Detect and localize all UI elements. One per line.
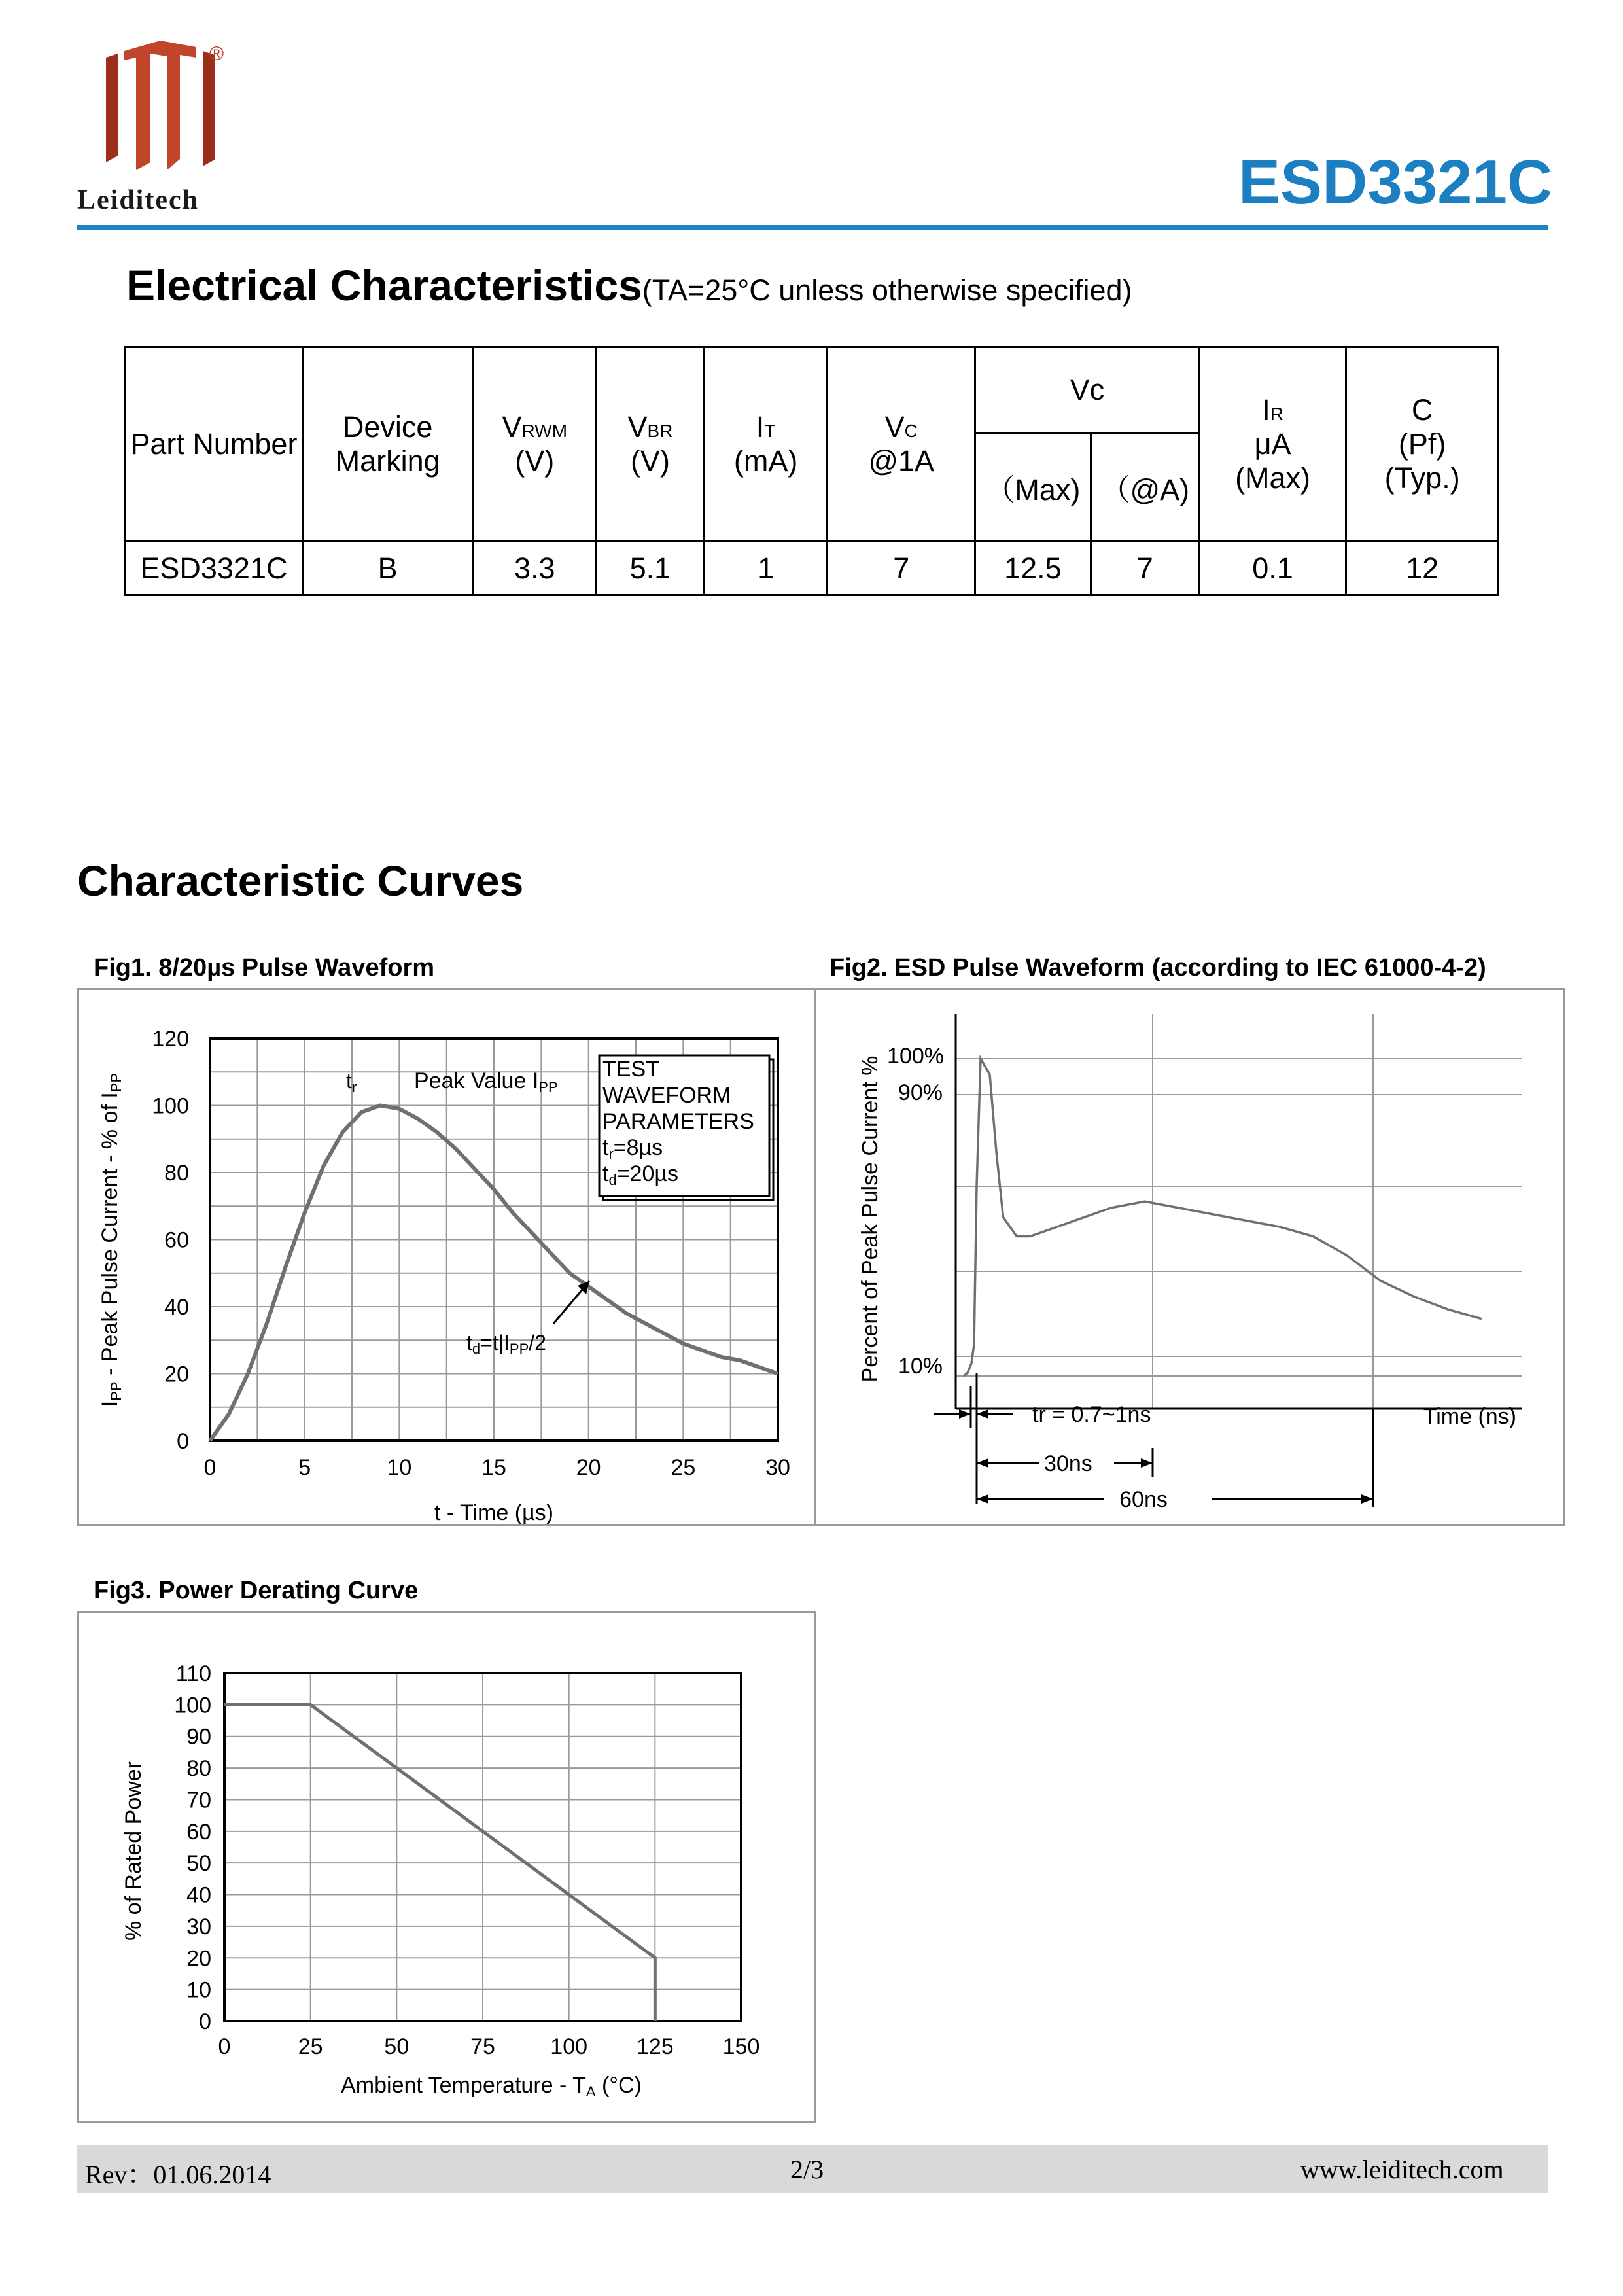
header-unit: (mA) <box>733 444 798 478</box>
electrical-table <box>124 346 1499 596</box>
fig1-peak-label: Peak Value IPP <box>414 1069 558 1095</box>
fig2-series-line <box>964 1059 1482 1376</box>
col-vc-1a <box>828 347 975 542</box>
col-vbr <box>597 347 705 542</box>
cell-c: 12 <box>1346 542 1499 595</box>
fig1-ytick: 120 <box>152 1027 189 1051</box>
header-sub: C <box>904 421 918 441</box>
footer-website[interactable]: www.leiditech.com <box>1300 2155 1504 2184</box>
header-label: V <box>627 410 648 444</box>
company-name: Leiditech <box>77 185 199 215</box>
fig1-td-label: td=t|IPP/2 <box>466 1331 546 1357</box>
header-label: Marking <box>335 444 440 478</box>
fig3-xtick: 25 <box>298 2034 323 2059</box>
fig3-ytick: 70 <box>186 1788 211 1813</box>
cell-vrwm: 3.3 <box>473 542 597 595</box>
fig3-ytick: 0 <box>199 2009 211 2034</box>
cell-marking: B <box>302 542 473 595</box>
table-row <box>126 542 1499 595</box>
col-ir <box>1199 347 1346 542</box>
fig3-panel <box>77 1611 816 2123</box>
fig2-arrowhead <box>1141 1458 1153 1468</box>
header-unit: (Pf) <box>1398 427 1446 461</box>
col-part-number <box>126 347 303 542</box>
fig3-xtick: 75 <box>470 2034 495 2059</box>
curves-heading: Characteristic Curves <box>77 857 524 905</box>
fig1-xtick: 30 <box>765 1455 790 1480</box>
header-label: I <box>1262 393 1270 427</box>
footer-page-number: 2/3 <box>790 2155 824 2184</box>
fig1-box-td: td=20µs <box>602 1161 678 1188</box>
footer-revision: Rev：01.06.2014 <box>85 2160 271 2189</box>
fig2-arrowhead <box>977 1494 988 1504</box>
fig2-ytick-90: 90% <box>898 1080 943 1105</box>
fig2-arrowhead <box>977 1458 988 1468</box>
header-label: I <box>756 410 765 444</box>
cell-vc-at: 7 <box>1091 542 1199 595</box>
fig1-panel <box>77 988 816 1526</box>
header-label: Vc <box>1070 373 1105 406</box>
header-label: （@A) <box>1100 473 1190 506</box>
fig2-ytick-100: 100% <box>887 1044 944 1069</box>
col-vc-at <box>1091 433 1199 542</box>
fig1-xtick: 10 <box>387 1455 412 1480</box>
fig1-box-line1: TEST <box>602 1057 659 1082</box>
cell-vbr: 5.1 <box>597 542 705 595</box>
cell-vc-max: 12.5 <box>975 542 1091 595</box>
fig1-xtick: 0 <box>203 1455 217 1480</box>
fig2-title: Fig2. ESD Pulse Waveform (according to IEC 61000-4-2) <box>829 954 1486 981</box>
fig1-tr-label: tr <box>346 1069 357 1095</box>
fig3-ytick: 100 <box>174 1693 211 1718</box>
header-unit: (Typ.) <box>1384 461 1460 495</box>
header-unit: (V) <box>630 444 670 478</box>
fig1-ytick: 100 <box>152 1093 189 1119</box>
fig1-box-line2: WAVEFORM <box>602 1083 731 1108</box>
fig1-ytick: 80 <box>164 1161 189 1186</box>
fig2-arrowhead <box>1361 1494 1373 1504</box>
fig3-xlabel: Ambient Temperature - TA (°C) <box>341 2073 642 2100</box>
fig3-chart <box>79 1613 814 2121</box>
fig2-60ns-label: 60ns <box>1119 1487 1168 1512</box>
fig1-box-tr: tr=8µs <box>602 1135 663 1162</box>
fig3-ytick: 60 <box>186 1819 211 1845</box>
fig2-xlabel: Time (ns) <box>1423 1404 1516 1429</box>
fig3-xtick: 150 <box>722 2034 760 2059</box>
fig1-chart <box>79 990 814 1524</box>
fig1-ytick: 0 <box>177 1429 189 1454</box>
fig3-xtick: 100 <box>550 2034 588 2059</box>
electrical-condition: (TA=25°C unless otherwise specified) <box>642 274 1132 307</box>
fig1-xlabel: t - Time (µs) <box>434 1500 554 1524</box>
fig3-title: Fig3. Power Derating Curve <box>94 1577 419 1604</box>
fig1-xtick: 20 <box>576 1455 601 1480</box>
fig3-ytick: 40 <box>186 1882 211 1908</box>
fig2-arrowhead <box>977 1409 988 1419</box>
fig2-panel <box>814 988 1565 1526</box>
header-label: Part Number <box>130 427 298 461</box>
fig3-xtick: 50 <box>384 2034 410 2059</box>
fig2-ytick-10: 10% <box>898 1354 943 1379</box>
header-label: （Max) <box>985 473 1081 506</box>
electrical-title: Electrical Characteristics <box>126 261 642 309</box>
fig1-title: Fig1. 8/20µs Pulse Waveform <box>94 954 435 981</box>
fig3-ytick: 10 <box>186 1977 211 2003</box>
header-unit: @1A <box>868 444 935 478</box>
header-unit: (Max) <box>1235 461 1311 495</box>
fig3-ytick: 30 <box>186 1914 211 1939</box>
fig3-ytick: 90 <box>186 1724 211 1750</box>
fig1-ytick: 60 <box>164 1227 189 1253</box>
cell-ir: 0.1 <box>1199 542 1346 595</box>
col-vrwm <box>473 347 597 542</box>
fig3-ytick: 80 <box>186 1756 211 1782</box>
header-unit: (V) <box>515 444 555 478</box>
header-label: Device <box>342 410 433 444</box>
header-divider <box>77 225 1548 230</box>
fig2-30ns-label: 30ns <box>1044 1451 1092 1476</box>
fig1-box-line3: PARAMETERS <box>602 1109 754 1134</box>
fig3-ytick: 20 <box>186 1946 211 1971</box>
electrical-heading <box>126 260 1132 310</box>
header-label: V <box>884 410 905 444</box>
fig2-chart <box>816 990 1563 1524</box>
col-vc-max <box>975 433 1091 542</box>
fig3-ytick: 110 <box>175 1661 211 1686</box>
fig1-ytick: 40 <box>164 1295 189 1320</box>
col-vc-group <box>975 347 1199 433</box>
fig2-arrowhead <box>959 1409 971 1419</box>
fig1-xtick: 5 <box>298 1455 311 1480</box>
fig3-ylabel: % of Rated Power <box>121 1761 146 1941</box>
header-sub: RWM <box>521 421 568 441</box>
fig3-xtick: 0 <box>218 2034 231 2059</box>
fig1-ytick: 20 <box>164 1362 189 1387</box>
registered-mark: ® <box>209 43 224 65</box>
fig3-xtick: 125 <box>636 2034 674 2059</box>
header-sub: T <box>764 421 776 441</box>
cell-part-number: ESD3321C <box>126 542 303 595</box>
col-c <box>1346 347 1499 542</box>
fig3-ytick: 50 <box>186 1851 211 1877</box>
header-sub: R <box>1270 404 1283 424</box>
fig2-ylabel: Percent of Peak Pulse Current % <box>858 1055 882 1383</box>
header-sub: BR <box>647 421 673 441</box>
header-label: C <box>1411 393 1433 427</box>
header-label: V <box>502 410 522 444</box>
cell-it: 1 <box>704 542 828 595</box>
col-it <box>704 347 828 542</box>
col-device-marking <box>302 347 473 542</box>
cell-vc-1a: 7 <box>828 542 975 595</box>
part-number-title: ESD3321C <box>1238 147 1553 217</box>
fig1-xtick: 25 <box>671 1455 696 1480</box>
fig1-xtick: 15 <box>481 1455 506 1480</box>
fig2-tr-label: tr = 0.7~1ns <box>1032 1402 1151 1427</box>
fig1-ylabel: IPP - Peak Pulse Current - % of IPP <box>97 1072 124 1407</box>
header-unit: μA <box>1254 427 1291 461</box>
